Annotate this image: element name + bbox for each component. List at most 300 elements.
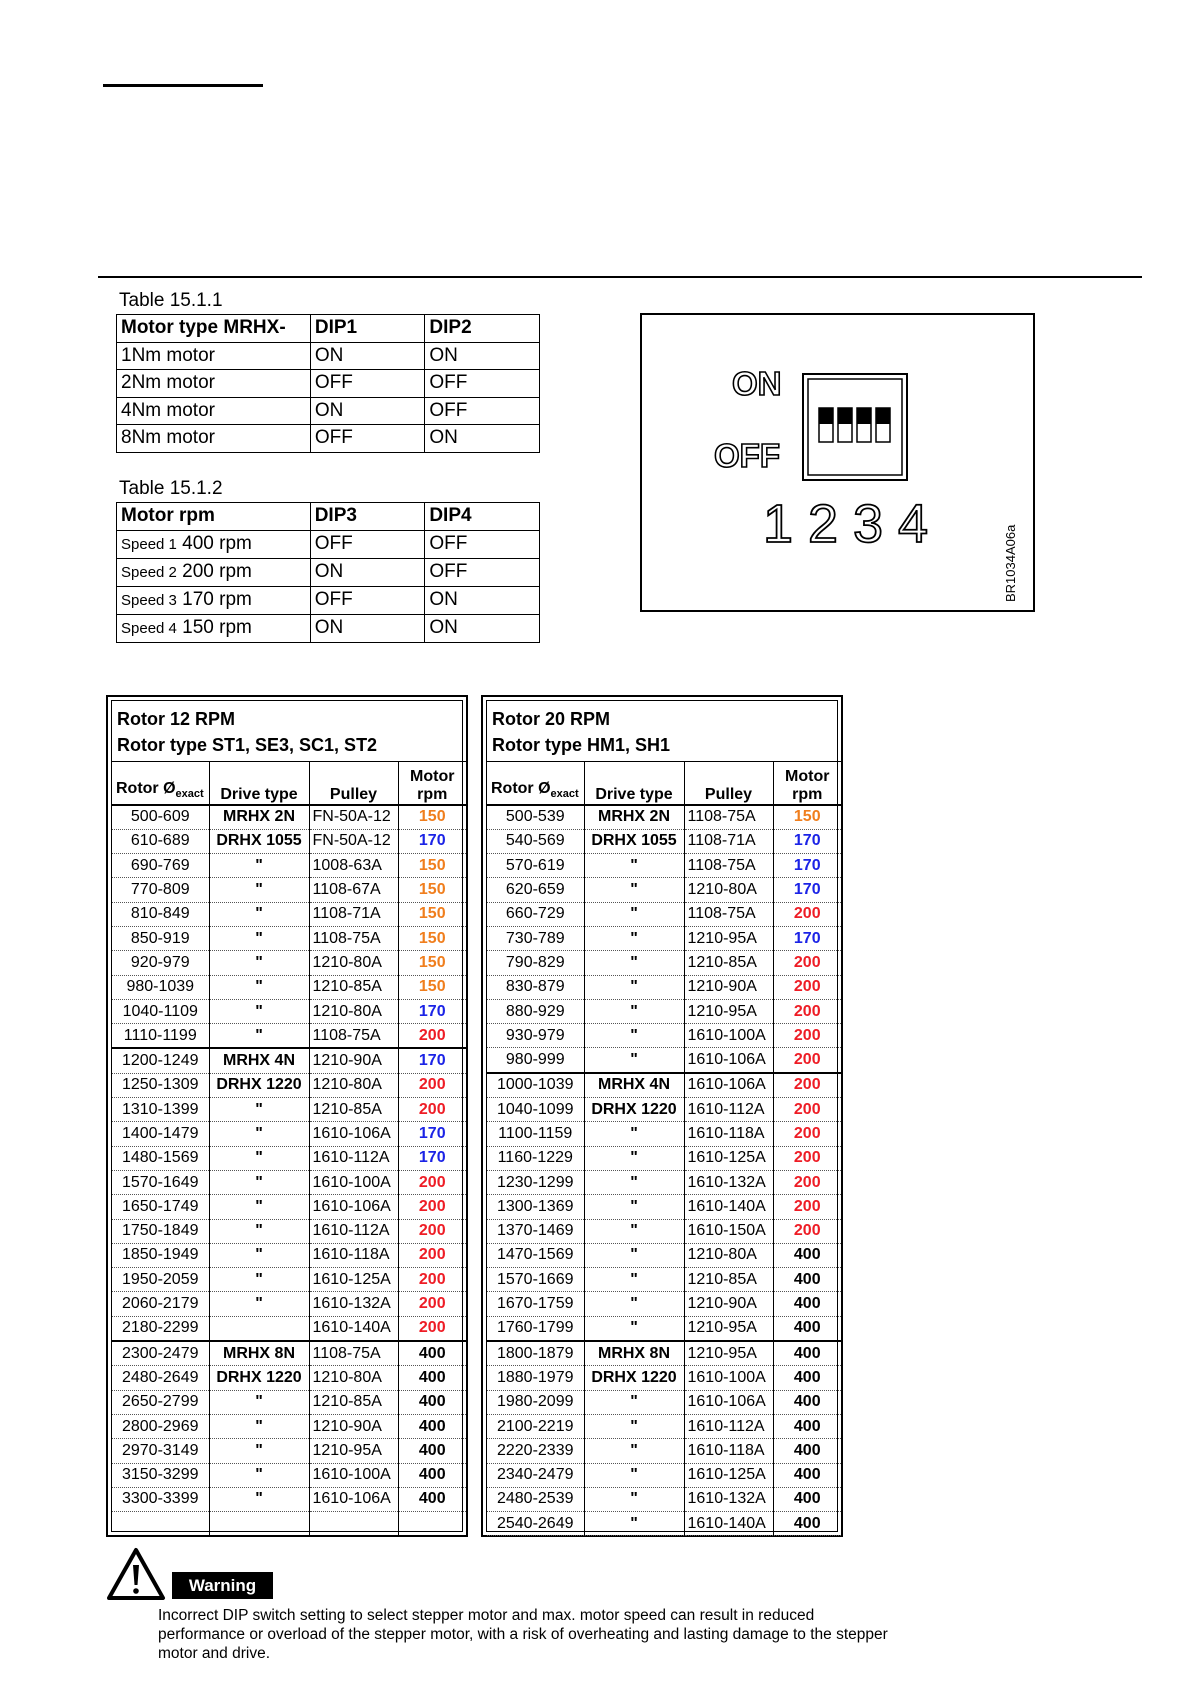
table-row <box>487 902 841 926</box>
pulley-cell: 1108-75A <box>684 902 773 926</box>
pulley-cell: 1210-95A <box>684 1341 773 1366</box>
rotor-diameter-cell: 1850-1949 <box>112 1243 209 1267</box>
switch-knob-4 <box>876 408 890 424</box>
drive-type-cell: " <box>584 878 684 902</box>
motor-rpm-cell: 200 <box>773 951 841 975</box>
drive-type-cell: DRHX 1220 <box>209 1073 309 1097</box>
pulley-cell: 1210-80A <box>309 1366 398 1390</box>
rotor-diameter-cell: 2540-2649 <box>487 1512 584 1536</box>
drive-type-cell: " <box>209 1219 309 1243</box>
motor-rpm-cell: 170 <box>773 878 841 902</box>
pulley-cell: 1108-71A <box>309 902 398 926</box>
header-rotor-subscript: exact <box>550 788 579 801</box>
pulley-cell: 1210-85A <box>309 1098 398 1122</box>
pulley-cell: 1610-112A <box>309 1219 398 1243</box>
drive-type-cell: " <box>584 1195 684 1219</box>
table-row <box>112 1122 466 1146</box>
motor-rpm-cell: 400 <box>773 1341 841 1366</box>
dip-switch-illustration <box>642 315 1033 610</box>
drive-type-cell: " <box>584 1146 684 1170</box>
table-row <box>487 1463 841 1487</box>
rotor-diameter-cell: 1750-1849 <box>112 1219 209 1243</box>
table-row <box>487 1487 841 1511</box>
rotor-diameter-cell: 850-919 <box>112 926 209 950</box>
rotor-diameter-cell: 1200-1249 <box>112 1048 209 1073</box>
header-cell: DIP2 <box>425 315 540 343</box>
table-cell: OFF <box>425 530 540 558</box>
drive-type-cell: MRHX 8N <box>584 1341 684 1366</box>
table-row <box>112 1146 466 1170</box>
table-row-empty <box>112 1512 466 1536</box>
drive-type-cell: " <box>209 926 309 950</box>
rotor-diameter-cell: 1040-1109 <box>112 999 209 1023</box>
pulley-cell: 1610-132A <box>309 1292 398 1316</box>
table-row <box>112 1414 466 1438</box>
drive-type-cell: " <box>584 1292 684 1316</box>
drive-type-cell: " <box>209 1024 309 1049</box>
pulley-cell: 1210-95A <box>684 1316 773 1341</box>
pulley-cell: 1210-95A <box>684 926 773 950</box>
drive-type-cell: " <box>584 1487 684 1511</box>
rotor-diameter-cell: 1470-1569 <box>487 1243 584 1267</box>
table-row <box>112 1219 466 1243</box>
table-row <box>117 614 540 642</box>
rotor-diameter-cell: 830-879 <box>487 975 584 999</box>
pulley-cell: 1210-85A <box>684 951 773 975</box>
motor-rpm-cell: 150 <box>398 902 466 926</box>
table-row <box>117 558 540 586</box>
motor-rpm-cell: 170 <box>398 1146 466 1170</box>
drive-type-cell: " <box>209 1439 309 1463</box>
drive-type-cell: MRHX 4N <box>584 1073 684 1098</box>
drive-type-cell: " <box>209 1292 309 1316</box>
table-cell <box>117 530 311 558</box>
speed-prefix: Speed 4 <box>121 619 177 637</box>
header-rotor-text: Rotor Ø <box>491 780 551 798</box>
section-divider <box>98 276 1142 278</box>
table-row <box>112 999 466 1023</box>
table-row <box>487 1195 841 1219</box>
motor-rpm-cell: 200 <box>773 1170 841 1194</box>
table-cell <box>117 614 311 642</box>
rotor-diameter-cell: 1250-1309 <box>112 1073 209 1097</box>
empty-cell <box>112 1512 209 1536</box>
pulley-cell: 1610-106A <box>684 1073 773 1098</box>
table-row <box>112 829 466 853</box>
table-row <box>112 1243 466 1267</box>
rotor-diameter-cell: 2060-2179 <box>112 1292 209 1316</box>
table-row <box>112 1024 466 1049</box>
pulley-cell: 1210-90A <box>309 1048 398 1073</box>
rotor-diameter-cell: 1880-1979 <box>487 1366 584 1390</box>
drive-type-cell: " <box>584 1122 684 1146</box>
header-cell: DIP4 <box>425 503 540 531</box>
table-row <box>487 878 841 902</box>
motor-rpm-cell: 170 <box>773 854 841 878</box>
drive-type-cell: " <box>209 1195 309 1219</box>
table-row <box>487 1268 841 1292</box>
motor-rpm-cell: 400 <box>773 1316 841 1341</box>
drive-type-cell: " <box>584 1048 684 1073</box>
table-row <box>112 1439 466 1463</box>
motor-rpm-cell: 400 <box>773 1390 841 1414</box>
motor-rpm-cell: 400 <box>398 1487 466 1511</box>
table-row <box>487 1341 841 1366</box>
drive-type-cell: " <box>584 1414 684 1438</box>
rotor-20-grid <box>487 761 841 1536</box>
drive-type-cell: " <box>584 1219 684 1243</box>
motor-rpm-cell: 170 <box>773 829 841 853</box>
table-row <box>112 805 466 830</box>
warning-triangle-icon <box>106 1547 166 1601</box>
rotor-diameter-cell: 1760-1799 <box>487 1316 584 1341</box>
pulley-cell: 1108-67A <box>309 878 398 902</box>
table-row <box>112 1366 466 1390</box>
drive-type-cell: " <box>584 1268 684 1292</box>
rotor-diameter-cell: 980-999 <box>487 1048 584 1073</box>
pulley-cell: 1610-118A <box>684 1439 773 1463</box>
motor-rpm-cell: 400 <box>398 1366 466 1390</box>
motor-rpm-cell: 200 <box>773 902 841 926</box>
dip-switch-figure <box>640 313 1035 612</box>
table-cell: 1Nm motor <box>117 342 311 370</box>
drive-type-cell: " <box>584 1024 684 1048</box>
drive-type-cell: DRHX 1220 <box>584 1366 684 1390</box>
drive-type-cell: " <box>209 1122 309 1146</box>
motor-rpm-cell: 200 <box>398 1195 466 1219</box>
pulley-cell: 1610-125A <box>684 1146 773 1170</box>
table-cell: ON <box>310 558 425 586</box>
table-row <box>487 926 841 950</box>
pulley-cell: 1210-90A <box>684 975 773 999</box>
pulley-cell: 1210-85A <box>309 975 398 999</box>
motor-rpm-cell: 400 <box>773 1463 841 1487</box>
table-cell: OFF <box>310 370 425 398</box>
header-rpm-text: rpm <box>792 785 823 803</box>
drive-type-cell: " <box>209 1390 309 1414</box>
rotor-20-rpm-table <box>481 695 843 1537</box>
motor-rpm-cell: 170 <box>398 1122 466 1146</box>
table-row <box>112 902 466 926</box>
table-row <box>112 878 466 902</box>
table-title: Rotor 20 RPM <box>492 709 611 729</box>
table-cell: OFF <box>425 558 540 586</box>
table-cell: ON <box>425 342 540 370</box>
rotor-diameter-cell: 2220-2339 <box>487 1439 584 1463</box>
motor-rpm-cell: 150 <box>398 878 466 902</box>
table-inner-frame <box>486 700 838 1532</box>
pulley-cell: 1210-80A <box>309 951 398 975</box>
drive-type-cell: " <box>584 926 684 950</box>
header-motor-rpm <box>773 762 841 805</box>
rotor-diameter-cell: 1800-1879 <box>487 1341 584 1366</box>
table-row <box>487 951 841 975</box>
empty-cell <box>398 1512 466 1536</box>
rotor-diameter-cell: 2800-2969 <box>112 1414 209 1438</box>
motor-rpm-cell: 170 <box>398 829 466 853</box>
rotor-diameter-cell: 1310-1399 <box>112 1098 209 1122</box>
drive-type-cell: " <box>584 951 684 975</box>
pulley-cell: 1610-140A <box>684 1512 773 1536</box>
table-row <box>112 926 466 950</box>
table-row <box>487 1048 841 1073</box>
rotor-diameter-cell: 2480-2649 <box>112 1366 209 1390</box>
header-cell: Motor rpm <box>117 503 311 531</box>
pulley-cell: 1210-90A <box>684 1292 773 1316</box>
motor-rpm-cell: 200 <box>398 1219 466 1243</box>
rotor-diameter-cell: 2340-2479 <box>487 1463 584 1487</box>
drive-type-cell: " <box>584 1512 684 1536</box>
drive-type-cell: " <box>584 1390 684 1414</box>
drive-type-cell: " <box>209 1268 309 1292</box>
pulley-cell: 1610-125A <box>684 1463 773 1487</box>
drive-type-cell: MRHX 4N <box>209 1048 309 1073</box>
table-row <box>112 1487 466 1511</box>
table-row <box>112 1341 466 1366</box>
table-row <box>487 1439 841 1463</box>
header-rotor-subscript: exact <box>175 788 204 801</box>
motor-rpm-cell: 200 <box>398 1024 466 1049</box>
table-row <box>112 1268 466 1292</box>
rotor-diameter-cell: 540-569 <box>487 829 584 853</box>
pulley-cell: 1210-85A <box>684 1268 773 1292</box>
pulley-cell: 1610-100A <box>684 1024 773 1048</box>
table-row <box>117 586 540 614</box>
header-drive-type: Drive type <box>209 762 309 805</box>
drive-type-cell: " <box>209 1463 309 1487</box>
table-row <box>487 854 841 878</box>
rotor-12-grid <box>112 761 466 1535</box>
table-row <box>487 805 841 830</box>
drive-type-cell: DRHX 1055 <box>209 829 309 853</box>
pulley-cell: 1610-140A <box>684 1195 773 1219</box>
drive-type-cell: " <box>209 1487 309 1511</box>
motor-rpm-cell: 150 <box>398 975 466 999</box>
drive-type-cell: MRHX 2N <box>209 805 309 830</box>
drive-type-cell: DRHX 1220 <box>209 1366 309 1390</box>
table-row <box>487 1292 841 1316</box>
pulley-cell: 1210-95A <box>684 999 773 1023</box>
motor-rpm-cell: 200 <box>773 1024 841 1048</box>
table-row <box>117 370 540 398</box>
rotor-diameter-cell: 1230-1299 <box>487 1170 584 1194</box>
rotor-diameter-cell: 1370-1469 <box>487 1219 584 1243</box>
pulley-cell: 1610-118A <box>309 1243 398 1267</box>
header-cell: DIP3 <box>310 503 425 531</box>
motor-rpm-cell: 400 <box>398 1463 466 1487</box>
table-row <box>487 1024 841 1048</box>
table-row <box>112 1098 466 1122</box>
table-cell: 4Nm motor <box>117 397 311 425</box>
pulley-cell: 1610-100A <box>309 1170 398 1194</box>
table-row <box>112 951 466 975</box>
rotor-diameter-cell: 2480-2539 <box>487 1487 584 1511</box>
motor-rpm-cell: 400 <box>773 1414 841 1438</box>
pulley-cell: 1210-95A <box>309 1439 398 1463</box>
rotor-diameter-cell: 880-929 <box>487 999 584 1023</box>
header-motor-rpm <box>398 762 466 805</box>
rotor-diameter-cell: 770-809 <box>112 878 209 902</box>
table-row <box>487 1243 841 1267</box>
pulley-cell: 1610-100A <box>684 1366 773 1390</box>
speed-rpm: 150 rpm <box>182 616 252 638</box>
drive-type-cell: " <box>209 902 309 926</box>
table2-caption: Table 15.1.2 <box>119 478 223 499</box>
drive-type-cell: " <box>209 951 309 975</box>
table-cell: ON <box>425 425 540 453</box>
switch-knob-3 <box>857 408 871 424</box>
pulley-cell: FN-50A-12 <box>309 805 398 830</box>
motor-rpm-cell: 200 <box>398 1316 466 1341</box>
drive-type-cell: " <box>584 1316 684 1341</box>
rotor-diameter-cell: 1570-1669 <box>487 1268 584 1292</box>
header-cell: Motor type MRHX- <box>117 315 311 343</box>
drive-type-cell: " <box>209 1170 309 1194</box>
table-row <box>487 829 841 853</box>
pulley-cell: 1210-85A <box>309 1390 398 1414</box>
table-row <box>487 1219 841 1243</box>
motor-rpm-cell: 400 <box>398 1390 466 1414</box>
speed-prefix: Speed 2 <box>121 563 177 581</box>
motor-rpm-cell: 400 <box>773 1268 841 1292</box>
drive-type-cell: MRHX 2N <box>584 805 684 830</box>
motor-rpm-cell: 400 <box>773 1366 841 1390</box>
motor-rpm-cell: 170 <box>773 926 841 950</box>
pulley-cell: 1210-80A <box>684 878 773 902</box>
pulley-cell: 1108-75A <box>684 854 773 878</box>
header-pulley: Pulley <box>309 762 398 805</box>
motor-rpm-cell: 200 <box>773 975 841 999</box>
rotor-diameter-cell: 690-769 <box>112 854 209 878</box>
header-cell: DIP1 <box>310 315 425 343</box>
drive-type-cell: " <box>209 1243 309 1267</box>
rotor-diameter-cell: 790-829 <box>487 951 584 975</box>
pulley-cell: 1610-112A <box>309 1146 398 1170</box>
rotor-diameter-cell: 1040-1099 <box>487 1098 584 1122</box>
pulley-cell: 1610-106A <box>309 1122 398 1146</box>
motor-rpm-cell: 200 <box>398 1292 466 1316</box>
table-row <box>487 1366 841 1390</box>
off-label: OFF <box>714 437 780 474</box>
rotor-diameter-cell: 1000-1039 <box>487 1073 584 1098</box>
motor-rpm-cell: 200 <box>398 1170 466 1194</box>
table-cell <box>117 558 311 586</box>
table-row <box>487 1146 841 1170</box>
table-row <box>112 1073 466 1097</box>
table-inner-frame <box>111 700 463 1532</box>
rotor-diameter-cell: 1950-2059 <box>112 1268 209 1292</box>
motor-rpm-cell: 200 <box>773 1195 841 1219</box>
drive-type-cell <box>209 1316 309 1341</box>
rotor-diameter-cell: 1670-1759 <box>487 1292 584 1316</box>
rotor-diameter-cell: 610-689 <box>112 829 209 853</box>
table-header-row <box>117 315 540 343</box>
pulley-cell: 1210-80A <box>309 999 398 1023</box>
table-cell: OFF <box>310 425 425 453</box>
motor-rpm-cell: 200 <box>773 1122 841 1146</box>
header-motor-text: Motor <box>410 767 455 785</box>
switch-number-4: 4 <box>898 494 929 554</box>
rotor-diameter-cell: 1100-1159 <box>487 1122 584 1146</box>
table-header-row <box>117 503 540 531</box>
table-row <box>487 1316 841 1341</box>
pulley-cell: 1108-71A <box>684 829 773 853</box>
rotor-diameter-cell: 2970-3149 <box>112 1439 209 1463</box>
table-row <box>487 1073 841 1098</box>
motor-rpm-cell: 400 <box>773 1512 841 1536</box>
rotor-diameter-cell: 730-789 <box>487 926 584 950</box>
rotor-diameter-cell: 2650-2799 <box>112 1390 209 1414</box>
motor-rpm-cell: 200 <box>773 1098 841 1122</box>
pulley-cell: 1108-75A <box>684 805 773 830</box>
table-cell: OFF <box>425 370 540 398</box>
rotor-diameter-cell: 920-979 <box>112 951 209 975</box>
table-header-row <box>112 762 466 805</box>
table-row <box>112 1292 466 1316</box>
pulley-cell: 1610-100A <box>309 1463 398 1487</box>
pulley-cell: 1610-106A <box>684 1390 773 1414</box>
dip-motor-type-table <box>116 314 540 453</box>
switch-knob-1 <box>819 408 833 424</box>
motor-rpm-cell: 400 <box>773 1487 841 1511</box>
table-cell: ON <box>425 586 540 614</box>
motor-rpm-cell: 200 <box>398 1268 466 1292</box>
header-drive-type: Drive type <box>584 762 684 805</box>
rotor-diameter-cell: 1570-1649 <box>112 1170 209 1194</box>
pulley-cell: 1610-132A <box>684 1487 773 1511</box>
pulley-cell: 1210-80A <box>684 1243 773 1267</box>
pulley-cell: 1108-75A <box>309 926 398 950</box>
speed-rpm: 400 rpm <box>182 532 252 554</box>
table-row <box>112 975 466 999</box>
rotor-diameter-cell: 1980-2099 <box>487 1390 584 1414</box>
table-cell: ON <box>310 342 425 370</box>
drive-type-cell: MRHX 8N <box>209 1341 309 1366</box>
pulley-cell: 1008-63A <box>309 854 398 878</box>
motor-rpm-cell: 170 <box>398 1048 466 1073</box>
drive-type-cell: " <box>584 902 684 926</box>
drive-type-cell: " <box>209 975 309 999</box>
speed-prefix: Speed 3 <box>121 591 177 609</box>
table-cell: OFF <box>310 586 425 614</box>
motor-rpm-cell: 200 <box>398 1243 466 1267</box>
rotor-diameter-cell: 930-979 <box>487 1024 584 1048</box>
switch-number-3: 3 <box>853 494 884 554</box>
motor-rpm-cell: 400 <box>398 1414 466 1438</box>
header-rpm-text: rpm <box>417 785 448 803</box>
table-row <box>487 1122 841 1146</box>
pulley-cell: 1610-106A <box>684 1048 773 1073</box>
motor-rpm-cell: 400 <box>773 1292 841 1316</box>
pulley-cell: 1610-125A <box>309 1268 398 1292</box>
table1-caption: Table 15.1.1 <box>119 290 223 311</box>
speed-rpm: 200 rpm <box>182 560 252 582</box>
rotor-diameter-cell: 500-609 <box>112 805 209 830</box>
drive-type-cell: " <box>584 1463 684 1487</box>
switch-number-1: 1 <box>763 494 794 554</box>
table-subtitle: Rotor type HM1, SH1 <box>492 735 671 755</box>
top-rule <box>103 84 263 87</box>
pulley-cell: 1610-132A <box>684 1170 773 1194</box>
switch-number-2: 2 <box>808 494 839 554</box>
table-row <box>112 1463 466 1487</box>
drive-type-cell: " <box>584 1170 684 1194</box>
motor-rpm-cell: 400 <box>773 1439 841 1463</box>
table-header-row <box>487 762 841 805</box>
table-row <box>112 1195 466 1219</box>
table-row <box>112 1170 466 1194</box>
pulley-cell: 1108-75A <box>309 1341 398 1366</box>
